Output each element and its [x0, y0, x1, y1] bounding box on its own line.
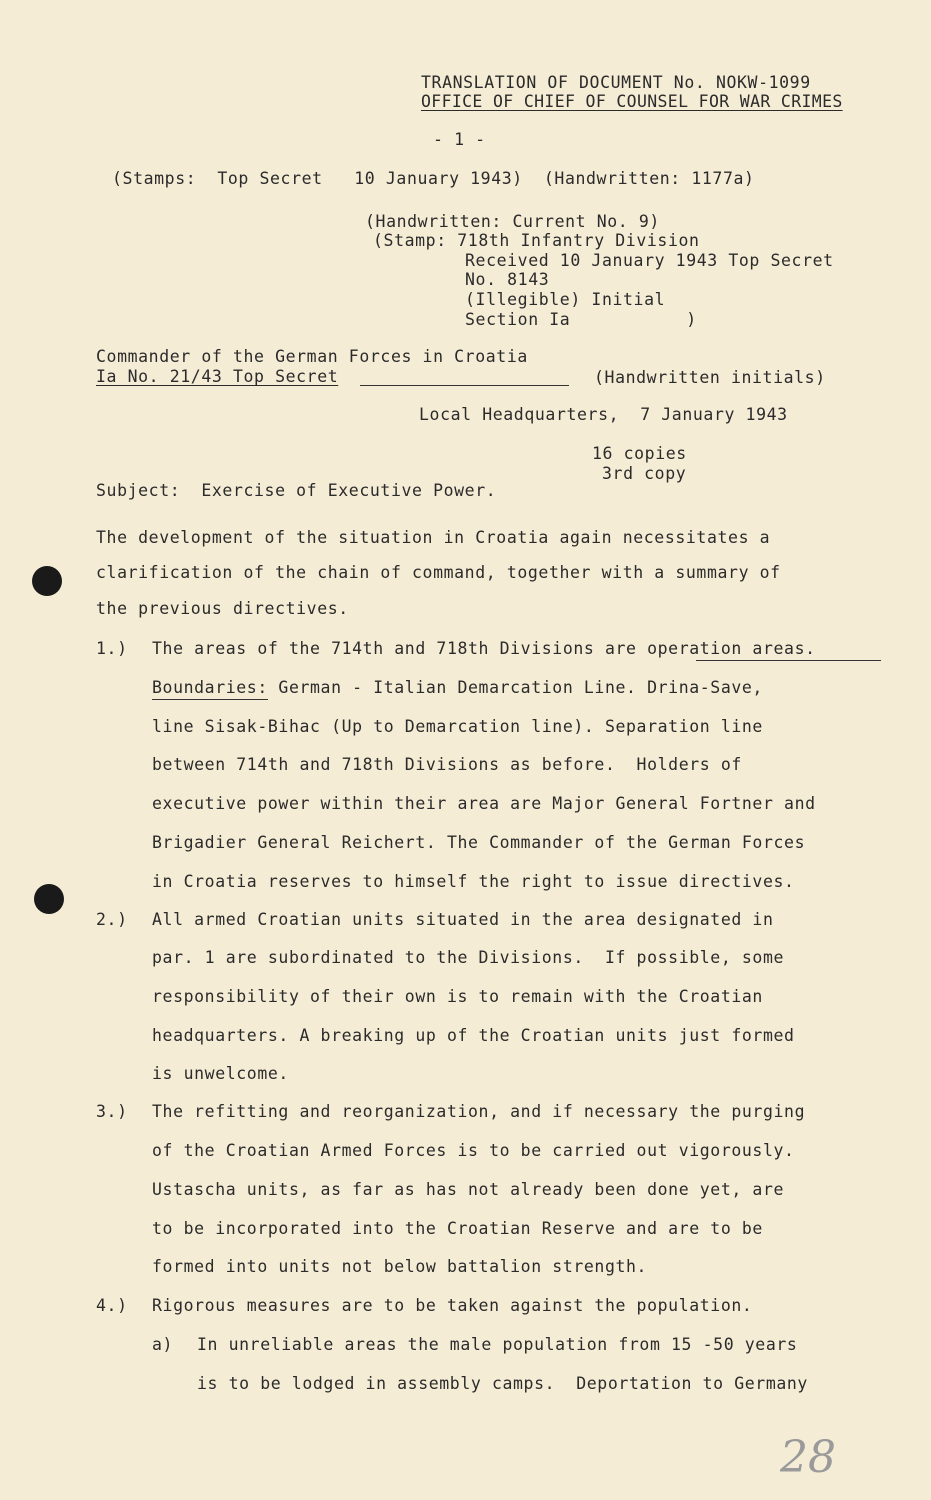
- item-line: headquarters. A breaking up of the Croatian units just formed: [152, 1026, 795, 1045]
- sub-item-number: a): [152, 1335, 174, 1354]
- subject: Subject: Exercise of Executive Power.: [96, 481, 497, 500]
- item-line: responsibility of their own is to remain with the Croatian: [152, 987, 763, 1006]
- header-line2: OFFICE OF CHIEF OF COUNSEL FOR WAR CRIMES: [421, 92, 843, 111]
- handwritten-initials: (Handwritten initials): [594, 368, 826, 387]
- item-line: par. 1 are subordinated to the Divisions. If possible, some: [152, 948, 785, 967]
- stamp-line5: No. 8143: [465, 270, 550, 289]
- item-line: of the Croatian Armed Forces is to be carried out vigorously.: [152, 1141, 795, 1160]
- sub-item-line: In unreliable areas the male population from 15 -50 years: [197, 1335, 798, 1354]
- item-number: 4.): [96, 1296, 128, 1315]
- operation-areas-underline: [696, 660, 881, 661]
- intro-line: the previous directives.: [96, 599, 349, 618]
- stamp-line4: Received 10 January 1943 Top Secret: [465, 251, 834, 270]
- intro-line: The development of the situation in Croatia again necessitates a: [96, 528, 771, 547]
- item-line: between 714th and 718th Divisions as before. Holders of: [152, 755, 742, 774]
- header-line1: TRANSLATION OF DOCUMENT No. NOKW-1099: [421, 73, 811, 92]
- item-line: Boundaries: German - Italian Demarcation Line. Drina-Save,: [152, 678, 763, 697]
- boundaries-underline: [152, 699, 268, 700]
- item-line: All armed Croatian units situated in the area designated in: [152, 910, 774, 929]
- stamp-line7: Section Ia ): [465, 310, 697, 329]
- punch-hole-top: [32, 566, 62, 596]
- stamp-line2: (Handwritten: Current No. 9): [365, 212, 660, 231]
- item-line: is unwelcome.: [152, 1064, 289, 1083]
- stamp-line6: (Illegible) Initial: [465, 290, 666, 309]
- item-line: The areas of the 714th and 718th Divisions are operation areas.: [152, 639, 816, 658]
- item-line: in Croatia reserves to himself the right to issue directives.: [152, 872, 795, 891]
- item-line: line Sisak-Bihac (Up to Demarcation line). Separation line: [152, 717, 763, 736]
- sub-item-line: is to be lodged in assembly camps. Deportation to Germany: [197, 1374, 808, 1393]
- item-line: The refitting and reorganization, and if necessary the purging: [152, 1102, 806, 1121]
- punch-hole-bottom: [34, 884, 64, 914]
- handwritten-page-number: 28: [780, 1432, 836, 1483]
- sender-line2: Ia No. 21/43 Top Secret: [96, 367, 339, 386]
- stamp-line3: (Stamp: 718th Infantry Division: [373, 231, 700, 250]
- copies-line1: 16 copies: [592, 444, 687, 463]
- copies-line2: 3rd copy: [602, 464, 687, 483]
- intro-line: clarification of the chain of command, together with a summary of: [96, 563, 781, 582]
- item-line: executive power within their area are Major General Fortner and: [152, 794, 816, 813]
- item-number: 3.): [96, 1102, 128, 1121]
- item-line: formed into units not below battalion strength.: [152, 1257, 648, 1276]
- item-line: Ustascha units, as far as has not already been done yet, are: [152, 1180, 785, 1199]
- sender-line1: Commander of the German Forces in Croatia: [96, 347, 528, 366]
- stamp-line1: (Stamps: Top Secret 10 January 1943) (Handwritten: 1177a): [112, 169, 755, 188]
- item-line: to be incorporated into the Croatian Reserve and are to be: [152, 1219, 763, 1238]
- sender-rule: [360, 385, 569, 386]
- item-number: 2.): [96, 910, 128, 929]
- item-number: 1.): [96, 639, 128, 658]
- place-date: Local Headquarters, 7 January 1943: [419, 405, 788, 424]
- page-number: - 1 -: [433, 130, 486, 149]
- item-line: Rigorous measures are to be taken against the population.: [152, 1296, 753, 1315]
- item-line: Brigadier General Reichert. The Commander of the German Forces: [152, 833, 806, 852]
